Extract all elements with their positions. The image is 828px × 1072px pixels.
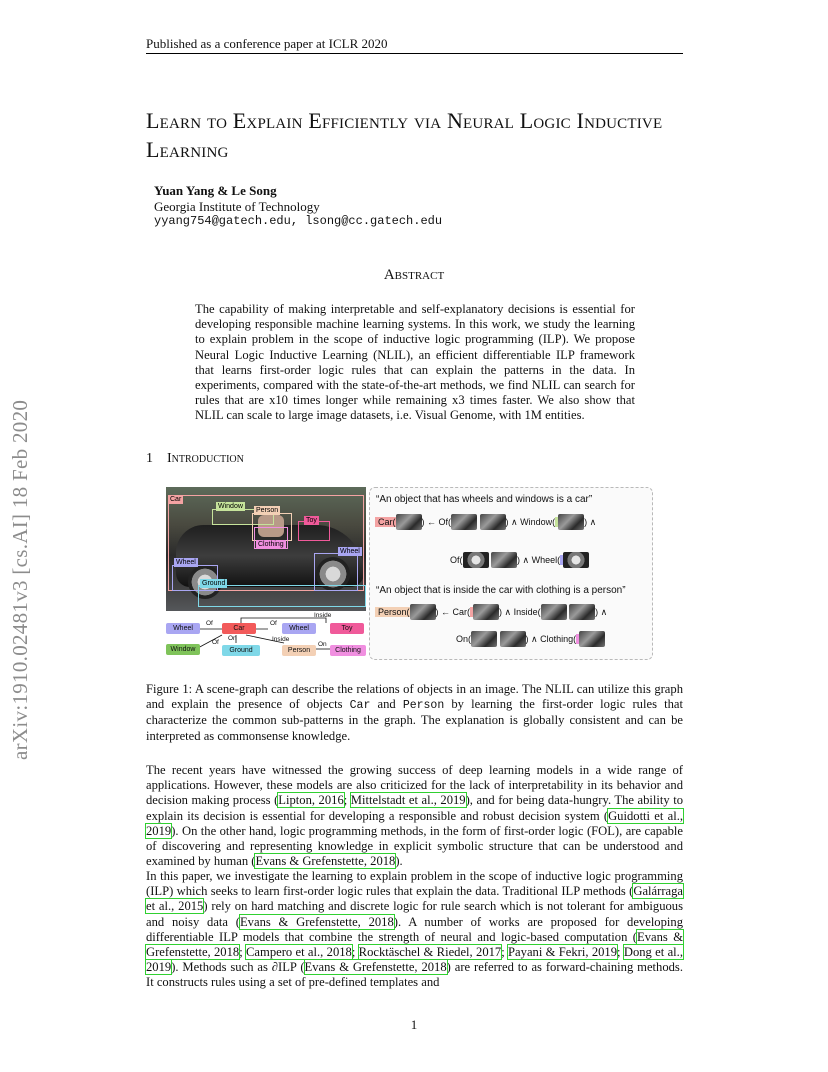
caption-text: by learning the first-order logic rules that characterize the common sub-patterns in the graph. The explanation is globally consistent and can be interpreted as commonsense knowledge. — [146, 697, 683, 743]
graph-node-person: Person — [282, 645, 316, 656]
rule1-line2 — [450, 552, 589, 568]
edge-label: Inside — [272, 636, 290, 643]
citation-link[interactable]: Evans & Grefenstette, 2018 — [239, 914, 394, 929]
citation-link[interactable]: Mittelstadt et al., 2019 — [350, 793, 466, 808]
graph-node-wheel: Wheel — [282, 623, 316, 634]
edge-label: On — [318, 641, 327, 648]
bbox-label: Wheel — [340, 548, 360, 555]
rule2-quote: “An object that is inside the car with clothing is a person” — [376, 585, 626, 596]
graph-node-window: Window — [166, 644, 200, 655]
arxiv-stamp: arXiv:1910.02481v3 [cs.AI] 18 Feb 2020 — [8, 399, 32, 760]
graph-node-wheel: Wheel — [166, 623, 200, 634]
author-emails: yyang754@gatech.edu, lsong@cc.gatech.edu — [154, 214, 443, 228]
image-thumb — [569, 604, 595, 620]
citation-link[interactable]: Galárraga et al., 2015 — [146, 884, 683, 914]
image-thumb — [451, 514, 477, 530]
rule2-line2 — [456, 631, 605, 647]
citation-link[interactable]: Evans & Grefenstette, 2018 — [146, 929, 683, 960]
image-thumb — [541, 604, 567, 620]
rule-op: ) ∧ Clothing( — [525, 634, 577, 644]
pred-clothing — [576, 634, 605, 644]
graph-node-toy: Toy — [330, 623, 364, 634]
body-text: ; — [501, 945, 509, 960]
body-text: ) are referred to as forward-chaining methods. It constructs rules using a set of pre-defined templates and — [146, 960, 683, 990]
body-text: ), and for being data-hungry. The ability to explain its decision is essential for developing a responsible and robust decision system ( — [146, 793, 683, 823]
body-paragraph — [146, 869, 683, 991]
body-text: ). A number of works are proposed for developing differentiable ILP models that combine the strength of neural and logic-based computation ( — [146, 914, 683, 944]
edge-label: Of — [206, 620, 213, 627]
rule-op: ) ∧ Inside( — [499, 607, 541, 617]
rule2-line1 — [375, 604, 607, 620]
bbox-label: Window — [218, 503, 243, 510]
rule1-line1 — [375, 514, 596, 530]
citation-link[interactable]: Campero et al., 2018 — [246, 945, 352, 960]
rule-op: ) ← Car( — [435, 607, 471, 617]
edge-label: Of — [270, 620, 277, 627]
body-text: ; — [617, 945, 624, 960]
citation-link[interactable]: Evans & Grefenstette, 2018 — [304, 960, 447, 975]
edge-label: On — [228, 635, 237, 642]
rule1-quote: “An object that has wheels and windows is a car” — [376, 494, 593, 505]
scene-graph — [166, 612, 366, 660]
pred-car — [375, 517, 422, 527]
graph-node-ground: Ground — [222, 645, 260, 656]
running-header: Published as a conference paper at ICLR 2020 — [146, 36, 388, 51]
body-text: ). — [395, 854, 403, 869]
abstract-heading: Abstract — [383, 267, 445, 283]
caption-code: Person — [402, 699, 445, 713]
bbox-label: Wheel — [176, 559, 196, 566]
graph-node-car: Car — [222, 623, 256, 634]
rule-op: Of( — [450, 555, 463, 565]
image-thumb — [579, 631, 605, 647]
image-thumb — [471, 631, 497, 647]
pred-wheel — [560, 555, 589, 565]
rule-op: ) ∧ — [584, 517, 597, 527]
image-thumb — [410, 604, 436, 620]
pred-car-label: Car( — [378, 517, 396, 527]
citation-link[interactable]: Rocktäschel & Riedel, 2017 — [358, 945, 502, 960]
rule-op: ) ← Of( — [421, 517, 451, 527]
graph-node-clothing: Clothing — [330, 645, 366, 656]
citation-link[interactable]: Evans & Grefenstette, 2018 — [255, 854, 396, 869]
header-rule — [146, 53, 683, 54]
section-number: 1 — [146, 451, 153, 466]
bbox-ground — [198, 585, 366, 607]
citation-link[interactable]: Lipton, 2016 — [278, 793, 344, 808]
pred-person — [375, 607, 436, 617]
bbox-label: Toy — [306, 517, 317, 524]
paper-title: Learn to Explain Efficiently via Neural Logic Inductive Learning — [146, 108, 663, 162]
caption-text: and — [370, 697, 403, 712]
rule-op: ) ∧ — [595, 607, 608, 617]
bbox-label: Ground — [202, 580, 226, 587]
image-thumb — [558, 514, 584, 530]
body-text: In this paper, we investigate the learning to explain problem in the scope of inductive logic programming (ILP) which seeks to learn first-order logic rules that explain the data. Traditional ILP methods ( — [146, 869, 683, 899]
rule-op: ) ∧ Wheel( — [517, 555, 561, 565]
affiliation: Georgia Institute of Technology — [154, 199, 320, 214]
body-text: ; — [351, 945, 359, 960]
rule-op: ) ∧ Window( — [505, 517, 556, 527]
rule-explanation-box — [369, 487, 653, 660]
body-paragraph — [146, 763, 683, 869]
image-thumb — [491, 552, 517, 568]
authors: Yuan Yang & Le Song — [154, 183, 277, 198]
scene-image — [166, 487, 366, 611]
section-title: Introduction — [167, 451, 244, 466]
bbox-label: Car — [170, 496, 182, 503]
page-number: 1 — [410, 1017, 418, 1032]
body-text: ). Methods such as ∂ILP ( — [171, 960, 305, 975]
body-text: ) rely on hard matching and discrete logic for rule search which is not tolerant for ambiguous and noisy data ( — [146, 899, 683, 929]
image-thumb — [396, 514, 422, 530]
image-thumb — [463, 552, 489, 568]
edge-label: Inside — [314, 612, 332, 619]
body-text: The recent years have witnessed the growing success of deep learning models in a wide range of applications. However, these models are also criticized for the lack of interpretability in its behavior and decision making process ( — [146, 763, 683, 808]
citation-link[interactable]: Guidotti et al., 2019 — [146, 808, 683, 838]
citation-link[interactable]: Payani & Fekri, 2019 — [508, 945, 618, 960]
pred-window — [555, 517, 584, 527]
bbox-label: Person — [256, 507, 279, 514]
caption-code: Car — [349, 699, 371, 713]
image-thumb — [500, 631, 526, 647]
caption-text: Figure 1: A scene-graph can describe the relations of objects in an image. The NLIL can utilize this graph and explain the presence of objects — [146, 682, 683, 712]
pred-car — [470, 607, 499, 617]
image-thumb — [473, 604, 499, 620]
bbox-label: Clothing — [258, 541, 284, 548]
body-text: ; — [239, 945, 247, 960]
body-text: ; — [343, 793, 351, 808]
body-text: ). On the other hand, logic programming methods, in the form of first-order logic (FOL), are capable of discovering and representing knowledge in explicit symbolic structure that can be understood and examined by human ( — [146, 823, 683, 869]
citation-link[interactable]: Dong et al., 2019 — [146, 945, 683, 975]
edge-label: Of — [212, 639, 219, 646]
abstract-body: The capability of making interpretable and self-explanatory decisions is essential for developing responsible machine learning systems. In this work, we study the learning to explain problem in the scope of inductive logic programming (ILP). We propose Neural Logic Inductive Learning (NLIL), an efficient differentiable ILP framework that learns first-order logic rules that can explain the patterns in the data. In experiments, compared with the state-of-the-art methods, we find NLIL can search for rules that are x10 times longer while remaining x3 times faster. We also show that NLIL can scale to large image datasets, i.e. Visual Genome, with 1M entities. — [195, 302, 635, 423]
rule-op: On( — [456, 634, 472, 644]
figure-caption — [146, 682, 683, 744]
image-thumb — [480, 514, 506, 530]
image-thumb — [563, 552, 589, 568]
section-heading — [146, 451, 244, 467]
pred-person-label: Person( — [378, 607, 410, 617]
